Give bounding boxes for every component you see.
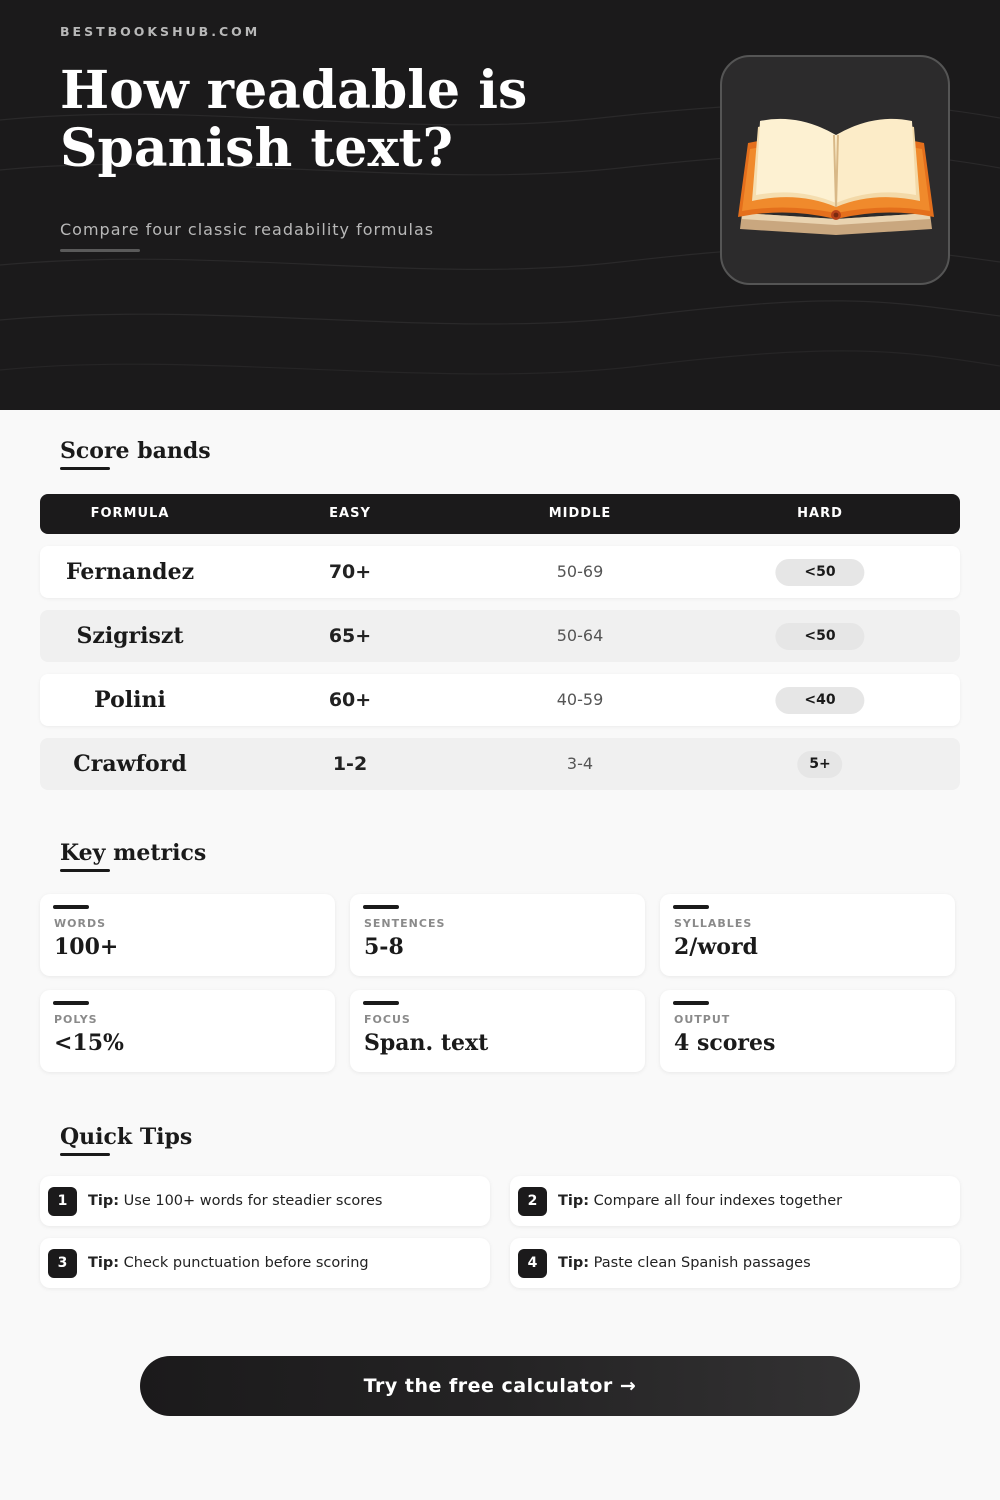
hard-badge: <50	[775, 623, 864, 650]
table-row	[40, 610, 960, 662]
tip-number-badge: 3	[48, 1249, 77, 1278]
tip-prefix: Tip:	[558, 1255, 590, 1271]
formula-name: Fernandez	[65, 559, 195, 585]
easy-value: 1-2	[332, 753, 368, 775]
metric-label: SYLLABLES	[674, 917, 753, 930]
page-title: How readable is Spanish text?	[60, 60, 528, 179]
open-book-icon	[736, 115, 936, 239]
subtitle-underline	[60, 249, 140, 252]
middle-value: 50-64	[556, 626, 604, 645]
metric-label: WORDS	[54, 917, 107, 930]
tip-card	[40, 1238, 490, 1288]
section-underline	[60, 467, 110, 470]
metric-accent-bar	[673, 1001, 709, 1005]
brand-name: BESTBOOKSHUB.COM	[60, 24, 261, 39]
metric-value: Span. text	[364, 1030, 489, 1056]
tip-card	[510, 1238, 960, 1288]
table-header	[40, 494, 960, 534]
tip-card	[510, 1176, 960, 1226]
table-row	[40, 738, 960, 790]
section-title-score-bands: Score bands	[60, 438, 211, 464]
tip-body: Paste clean Spanish passages	[593, 1255, 811, 1271]
column-header-easy: EASY	[329, 506, 371, 521]
hard-badge: <50	[775, 559, 864, 586]
easy-value: 60+	[328, 689, 372, 711]
middle-value: 3-4	[566, 754, 594, 773]
column-header-hard: HARD	[797, 506, 843, 521]
page-subtitle: Compare four classic readability formulas	[60, 220, 435, 239]
tip-body: Use 100+ words for steadier scores	[123, 1193, 383, 1209]
metric-card-syllables	[660, 894, 955, 976]
metric-accent-bar	[53, 1001, 89, 1005]
easy-value: 70+	[328, 561, 372, 583]
formula-name: Szigriszt	[76, 623, 184, 649]
tip-number-badge: 2	[518, 1187, 547, 1216]
metric-accent-bar	[673, 905, 709, 909]
tip-body: Check punctuation before scoring	[123, 1255, 369, 1271]
metric-value: 4 scores	[674, 1030, 776, 1056]
tip-prefix: Tip:	[88, 1255, 120, 1271]
tip-text	[558, 1238, 811, 1288]
section-underline	[60, 1153, 110, 1156]
tip-text	[558, 1176, 842, 1226]
metric-value: 5-8	[364, 934, 404, 960]
column-header-formula: FORMULA	[90, 506, 170, 521]
tip-body: Compare all four indexes together	[593, 1193, 843, 1209]
middle-value: 40-59	[556, 690, 604, 709]
easy-value: 65+	[328, 625, 372, 647]
table-row	[40, 546, 960, 598]
metric-value: 100+	[54, 934, 119, 960]
metric-card-sentences	[350, 894, 645, 976]
metric-label: FOCUS	[364, 1013, 411, 1026]
hard-badge: 5+	[797, 751, 842, 778]
metric-value: 2/word	[674, 934, 758, 960]
section-title-quick-tips: Quick Tips	[60, 1124, 193, 1150]
tip-text	[88, 1176, 382, 1226]
metric-card-focus	[350, 990, 645, 1072]
try-calculator-button[interactable]: Try the free calculator →	[140, 1356, 860, 1416]
tip-card	[40, 1176, 490, 1226]
section-underline	[60, 869, 110, 872]
metric-accent-bar	[363, 905, 399, 909]
section-title-key-metrics: Key metrics	[60, 840, 207, 866]
column-header-middle: MIDDLE	[548, 506, 612, 521]
metric-card-words	[40, 894, 335, 976]
book-illustration-card	[720, 55, 950, 285]
table-row	[40, 674, 960, 726]
tip-number-badge: 4	[518, 1249, 547, 1278]
metric-label: OUTPUT	[674, 1013, 731, 1026]
metric-accent-bar	[53, 905, 89, 909]
metric-accent-bar	[363, 1001, 399, 1005]
metric-card-output	[660, 990, 955, 1072]
metric-card-polys	[40, 990, 335, 1072]
tip-text	[88, 1238, 369, 1288]
metric-label: POLYS	[54, 1013, 98, 1026]
formula-name: Polini	[94, 687, 166, 713]
metric-label: SENTENCES	[364, 917, 446, 930]
metric-value: <15%	[54, 1030, 124, 1056]
tip-prefix: Tip:	[558, 1193, 590, 1209]
hero-banner	[0, 0, 1000, 410]
middle-value: 50-69	[556, 562, 604, 581]
formula-name: Crawford	[73, 751, 187, 777]
tip-prefix: Tip:	[88, 1193, 120, 1209]
hard-badge: <40	[775, 687, 864, 714]
tip-number-badge: 1	[48, 1187, 77, 1216]
